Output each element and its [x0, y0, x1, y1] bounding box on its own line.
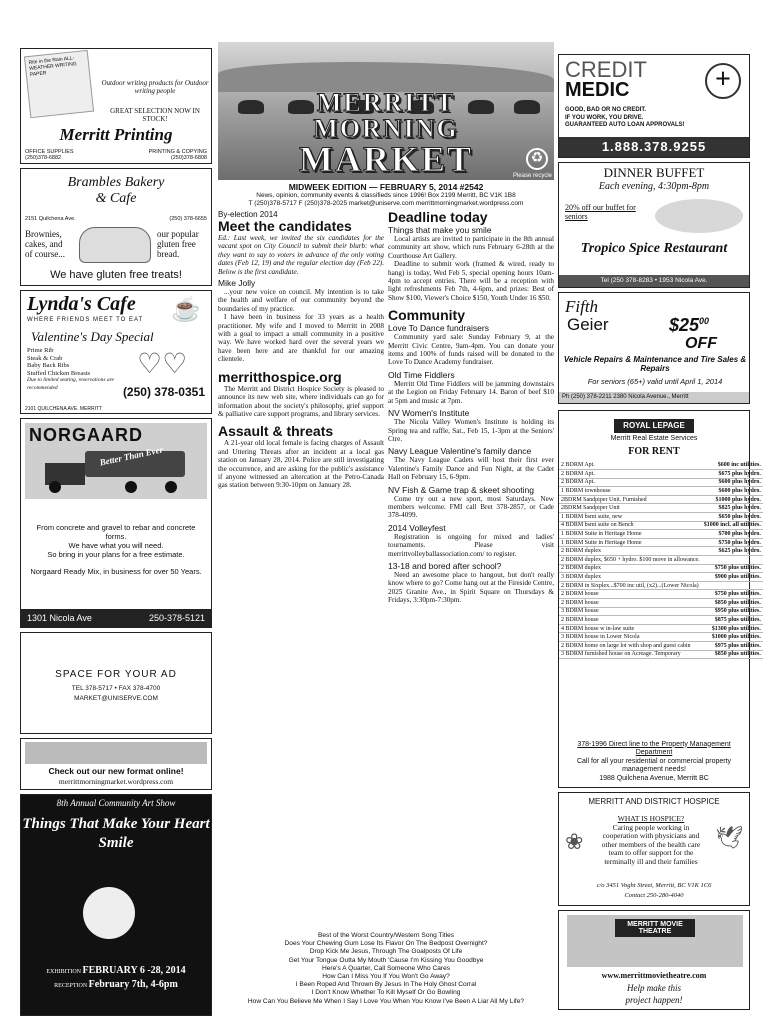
recycle-icon: ♻ — [526, 148, 548, 170]
new-format-ad[interactable] — [20, 738, 212, 790]
new-format-url[interactable]: merrittmorningmarket.wordpress.com — [58, 777, 174, 786]
dove-icon: 🕊 — [715, 825, 743, 850]
rental-row — [559, 650, 763, 659]
tropico-buffet-ad[interactable] — [558, 162, 750, 288]
navy-head: Navy League Valentine's family dance — [388, 446, 532, 457]
center-left-subcolumn — [218, 210, 384, 922]
credit-sub: GOOD, BAD OR NO CREDIT. — [565, 107, 647, 113]
rental-row — [559, 641, 763, 650]
center-right-subcolumn — [388, 210, 554, 922]
pepper-image — [655, 199, 743, 233]
theatre-image — [567, 915, 743, 967]
special-item: Steak & Crab — [27, 354, 63, 362]
song-title: I Don't Know Whether To Kill Myself Or Go Bowling — [311, 989, 461, 997]
masthead — [218, 42, 554, 180]
exhibition-label: EXHIBITION — [46, 969, 81, 975]
flower-icon: ❀ — [565, 829, 584, 854]
tropico-name: Tropico Spice Restaurant — [580, 241, 728, 256]
theatre-line2: project happen! — [625, 995, 683, 1005]
hearts-icon: ♡♡ — [137, 349, 188, 380]
rental-row — [559, 513, 763, 522]
rental-price: $625 plus hydro. — [702, 547, 763, 556]
rental-unit: 2BDRM Sandpiper Unit — [559, 504, 702, 513]
navy-para: The Navy League Cadets will host their first ever Valentine's Family Dance and Fun Night, at the Cadet Hall on February 15, 6-9pm. — [388, 456, 554, 482]
rental-unit: 1 BDRM Suite in Heritage Home — [559, 530, 702, 539]
fish-para: Come try out a new sport, most Saturdays. New members welcome. FMI call Bret 378-2857, or Cade 378-4099. — [388, 494, 554, 520]
rental-unit: 2 BDRM duplex — [559, 547, 702, 556]
song-titles-heading: Best of the Worst Country/Western Song Titles — [317, 932, 455, 939]
rental-row — [559, 590, 763, 599]
rental-unit: 3 BDRM furnished house on Acreage. Temporary — [559, 650, 702, 659]
geier-footer: Ph (250) 378-2211 2380 Nicola Avenue., Merritt — [559, 392, 749, 403]
norgaard-line2: We have what you will need. — [68, 541, 164, 550]
assault-para: A 21-year old local female is facing charges of Assault and Uttering Threats after an incident at a local gas station on January 28, 2014. Police are still investigating the occurrence, and are asking for the public's assistance if anyone witnessed an altercation at the Petro-Canada gas station between 9:30-10pm on January 28. — [218, 439, 384, 490]
lyndas-slogan: WHERE FRIENDS MEET TO EAT — [27, 317, 144, 323]
rental-price: $750 plus hydro. — [702, 538, 763, 547]
rental-price — [702, 556, 763, 565]
rental-unit: 3 BDRM house in Lower Nicola — [559, 633, 702, 642]
community-kicker: Love To Dance fundraisers — [388, 323, 489, 334]
rental-row — [559, 478, 763, 487]
song-titles-box — [218, 932, 554, 1006]
deadline-kicker: Things that make you smile — [388, 225, 492, 235]
candidates-lead: Ed.: Last week, we invited the six candidates for the vacant spot on City Council to submit their blurb: what they want to say to voters in advance of the only voting dates (Feb 12, 19) and the regular election day (Feb 22). Below is the first candidate. — [218, 234, 384, 276]
candidates-para: ...your new voice on council. My intention is to take the health and welfare of our community beyond the boundaries of my practice. — [218, 288, 384, 313]
nv-para: The Nicola Valley Women's Institute is holding its Spring tea and raffle, Sat., Feb 15, 1-3pm at the Seniors' Ctre. — [388, 418, 554, 443]
brambles-left-text: Brownies, cakes, and of course... — [25, 229, 65, 259]
center-column — [218, 42, 554, 1016]
geier-price: $25 — [669, 315, 700, 335]
rental-price: $675 plus hydro. — [702, 470, 763, 479]
geier-fifth: Fifth — [565, 297, 599, 316]
nv-head: NV Women's Institute — [388, 408, 470, 419]
rental-price: $875 plus utilities. — [702, 616, 763, 625]
rental-price: $600 plus hydro. — [702, 487, 763, 496]
geier-name: Geier — [567, 315, 609, 334]
reservations-note: Due to limited seating, reservations are recommended — [27, 377, 114, 391]
space-for-ad[interactable] — [20, 632, 212, 734]
hospice-ad[interactable] — [558, 792, 750, 906]
left-ad-column — [20, 42, 212, 1016]
buffet-offer: 20% off our buffet for seniors — [565, 203, 636, 221]
candidates-para: I have been in business for 33 years as a health practitioner. My wife and I moved to Merritt in 2008 with a goal to impact a small community in a positive way. We have worked hard over the several years we have been here and are thankful for our amazing clientele. — [218, 313, 384, 364]
song-title: Get Your Tongue Outta My Mouth 'Cause I'm Kissing You Goodbye — [288, 956, 484, 964]
theatre-url[interactable]: www.merrittmovietheatre.com — [601, 971, 707, 980]
norgaard-name: NORGAARD — [29, 425, 143, 445]
rental-row — [559, 607, 763, 616]
rental-row — [559, 470, 763, 479]
hospice-title: MERRITT AND DISTRICT HOSPICE — [588, 797, 720, 806]
candidates-byline: Mike Jolly — [218, 278, 256, 289]
art-show-header: 8th Annual Community Art Show — [56, 798, 176, 808]
fiddlers-head: Old Time Fiddlers — [388, 369, 455, 380]
reception-time: February 7th, 4-6pm — [88, 979, 178, 990]
hospice-contact: Contact 250-280-4040 — [624, 892, 684, 899]
teens-para: Need an awesome place to hangout, but don't really know where to go? Come hang out at the Fireside Centre, 2025 Granite Ave., in Spirit Square on Thursdays & Fridays, 3:30pm-7:30pm. — [388, 570, 554, 605]
space-title: SPACE FOR YOUR AD — [55, 669, 177, 680]
theatre-line1: Help make this — [627, 983, 681, 993]
fiddlers-para: Merritt Old Time Fiddlers will be jamming downstairs at the Legion on Friday February 14. Baron of beef $10 at 5pm and music at 7pm. — [388, 379, 554, 405]
valentines-special: Valentine's Day Special — [31, 329, 154, 344]
special-item: Baby Back Ribs — [27, 362, 70, 369]
rental-price: $600 plus hydro. — [702, 478, 763, 487]
norgaard-phone: 250-378-5121 — [148, 613, 205, 623]
rental-unit: 2 BDRM house — [559, 599, 702, 608]
masthead-tagline: News, opinion, community events & classifieds since 1996! Box 2199 Merritt, BC V1K 1B8 — [256, 192, 516, 199]
rental-row — [559, 556, 763, 565]
buffet-time: Each evening, 4:30pm-8pm — [598, 181, 710, 192]
rental-unit: 2 BDRM in Sixplex...$700 inc util, (x2)...(Lower Nicola) — [559, 581, 702, 590]
rental-row — [559, 530, 763, 539]
medical-cross-icon: + — [705, 63, 741, 99]
rental-row — [559, 581, 763, 590]
space-tel: TEL 378-5717 • FAX 378-4700 — [71, 685, 161, 692]
art-show-ad[interactable] — [20, 794, 212, 1016]
rental-row — [559, 487, 763, 496]
please-recycle-label: Please recycle — [512, 173, 552, 179]
printing-note: GREAT SELECTION NOW IN STOCK! — [110, 107, 200, 123]
rental-row — [559, 504, 763, 513]
rental-row — [559, 599, 763, 608]
rental-price: $1000 plus hydro. — [702, 495, 763, 504]
norgaard-line4: Norgaard Ready Mix, in business for over 50 Years. — [30, 567, 202, 576]
realty-direct-line: 378-1996 Direct line to the Property Management Department — [577, 740, 731, 756]
rental-unit: 2 BDRM house — [559, 590, 702, 599]
hospice-address: c/o 3451 Voght Street, Merritt, BC V1K 1C6 — [596, 882, 712, 889]
special-item: Prime Rib — [27, 347, 54, 354]
song-title: I Been Roped And Thrown By Jesus In The Holy Ghost Corral — [295, 981, 477, 989]
rental-price: $850 plus utilities. — [702, 650, 763, 659]
rental-row — [559, 461, 763, 470]
rental-table — [559, 461, 763, 659]
community-para: Community yard sale: Sunday February 9, at the Merritt Civic Centre, 9am-4pm. You can donate your items and 100% of funds raised will be donated to the Love To Dance Academy fundraiser. — [388, 333, 554, 367]
assault-headline: Assault & threats — [218, 423, 334, 440]
printing-phone: (250)378-6808 — [170, 155, 207, 161]
rental-unit: 2 BDRM home on large lot with shop and guest cabin — [559, 641, 702, 650]
lyndas-address: 2101 QUILCHENA AVE. MERRITT — [25, 406, 103, 412]
credit-word: CREDIT — [565, 57, 647, 82]
printing-name: Merritt Printing — [59, 125, 173, 144]
fifth-geier-ad[interactable] — [558, 292, 750, 404]
special-items — [27, 347, 117, 392]
rental-row — [559, 616, 763, 625]
rental-price: $700 plus hydro. — [702, 530, 763, 539]
space-email: MARKET@UNISERVE.COM — [74, 695, 158, 702]
lyndas-cafe-ad[interactable] — [20, 290, 212, 414]
exhibition-dates: FEBRUARY 6 -28, 2014 — [82, 965, 186, 976]
rental-price: $900 plus utilities. — [702, 573, 763, 582]
rental-unit: 3 BDRM house — [559, 607, 702, 616]
rental-price: $650 plus hydro. — [702, 513, 763, 522]
lyndas-phone: (250) 378-0351 — [122, 385, 205, 399]
rental-row — [559, 624, 763, 633]
buffet-title: DINNER BUFFET — [603, 165, 705, 180]
coffee-cup-icon: ☕ — [171, 297, 201, 323]
rental-row — [559, 573, 763, 582]
right-ad-column — [558, 42, 761, 1016]
masthead-title-3: MARKET — [299, 139, 473, 179]
community-headline: Community — [388, 307, 465, 324]
rental-unit: 4 BDRM bsmt suite on Bench — [559, 521, 702, 530]
royal-lepage-ad[interactable] — [558, 410, 761, 788]
tropico-contact: Tel (250 378-8283 • 1953 Nicola Ave. — [559, 275, 749, 287]
rental-unit: 2 BDRM duplex — [559, 564, 702, 573]
teens-head: 13-18 and bored after school? — [388, 560, 502, 571]
rental-price: $600 inc utilities. — [702, 461, 763, 470]
hospice-headline: merritthospice.org — [218, 368, 342, 385]
geier-cents: 00 — [699, 316, 710, 326]
rental-unit: 2BDRM Sandpiper Unit. Furnished — [559, 495, 702, 504]
rental-price: $950 plus utilities. — [702, 607, 763, 616]
rental-unit: 2 BDRM house — [559, 616, 702, 625]
candidates-headline: Meet the candidates — [218, 218, 352, 234]
hospice-para: The Merritt and District Hospice Society is pleased to announce its new web site, where individuals can go for information about the society's philosophy, grief support & palliative care support programs, and library services. — [218, 384, 384, 418]
realty-pitch: Call for all your residential or commercial property management needs! — [576, 757, 732, 773]
credit-sub: GUARANTEED AUTO LOAN APPROVALS! — [565, 122, 685, 128]
office-supplies-label: OFFICE SUPPLIES — [25, 149, 74, 155]
notebook-image — [24, 50, 94, 118]
rental-unit: 1 BDRM Suite in Heritage Home — [559, 538, 702, 547]
masthead-contact: T (250)378-5717 F (250)378-2025 market@uniserve.com merrittmorningmarket.wordpress.com — [248, 200, 524, 207]
song-title: Does Your Chewing Gum Lose Its Flavor On The Bedpost Overnight? — [284, 940, 488, 948]
candidates-kicker: By-election 2014 — [218, 210, 278, 219]
rental-row — [559, 633, 763, 642]
office-phone: (250)378-6882 — [25, 155, 62, 161]
new-format-text: Check out our new format online! — [48, 766, 184, 776]
brambles-address: 2151 Quilchena Ave. — [25, 216, 76, 222]
credit-sub: IF YOU WORK, YOU DRIVE. — [565, 114, 644, 121]
notebook-label: Rite in the Rain ALL-WEATHER WRITING PAPER — [28, 55, 78, 78]
fish-head: NV Fish & Game trap & skeet shooting — [388, 484, 534, 495]
brambles-bakery-ad[interactable] — [20, 168, 212, 286]
realty-office: Merritt Real Estate Services — [610, 435, 698, 442]
volley-para: Registration is ongoing for mixed and ladies' tournaments. Please visit merrittvolleyballassociation.com/ to register. — [388, 532, 554, 558]
brambles-phone: (250) 378-6655 — [169, 216, 207, 222]
rental-unit: 2 BDRM Apt. — [559, 461, 702, 470]
hospice-description: Caring people working in cooperation with physicians and other members of the health care team to offer support for the terminally ill and their families — [601, 822, 701, 866]
rental-row — [559, 564, 763, 573]
song-title: How Can You Believe Me When I Say I Love You When You Know I've Been A Liar All My Life? — [247, 997, 525, 1005]
rental-unit: 3 BDRM duplex — [559, 573, 702, 582]
norgaard-line3: So bring in your plans for a free estimate. — [47, 550, 185, 559]
theatre-sign: MERRITT MOVIE THEATRE — [615, 919, 695, 937]
truck-slogan: Better Than Ever — [98, 444, 164, 468]
rental-row — [559, 547, 763, 556]
brambles-name: Brambles Bakery & Cafe — [67, 175, 165, 206]
volley-head: 2014 Volleyfest — [388, 522, 446, 533]
norgaard-address: 1301 Nicola Ave — [27, 613, 92, 623]
credit-medic-ad[interactable] — [558, 54, 750, 158]
royal-lepage-logo: ROYAL LEPAGE — [614, 419, 694, 433]
edition-line: MIDWEEK EDITION — FEBRUARY 5, 2014 #2542 — [288, 182, 484, 192]
rental-price: $1000 incl. all utilities. — [703, 522, 761, 529]
geier-service: Vehicle Repairs & Maintenance and Tire Sales & Repairs — [563, 355, 747, 373]
rental-price: $975 plus utilities. — [702, 641, 763, 650]
geier-off: OFF — [685, 335, 717, 352]
song-title: Here's A Quarter, Call Someone Who Cares — [321, 964, 451, 972]
deadline-headline: Deadline today — [388, 209, 488, 225]
rental-price: $750 plus utilities. — [702, 590, 763, 599]
medic-word: MEDIC — [565, 79, 630, 101]
rental-row — [559, 495, 763, 504]
credit-phone[interactable]: 1.888.378.9255 — [559, 137, 749, 157]
rental-price: $1000 plus utilities. — [702, 633, 763, 642]
website-thumbnail — [25, 742, 207, 764]
brambles-right-text: our popular gluten free bread. — [157, 229, 199, 259]
rental-price: $850 plus utilities. — [702, 599, 763, 608]
rental-price: $750 plus utilities. — [702, 564, 763, 573]
deadline-para: Deadline to submit work (framed & wired, ready to hang) is today, Wed Feb 5, special opening hours 10am-4pm to accept entries. There will be a reception with light refreshments Feb 7th, 4-6pm, and prizes: Best of Show $100, Viewer's Choice $150, Youth Under 16 $50. — [388, 260, 554, 302]
lyndas-name: Lynda's Cafe — [27, 293, 136, 315]
rental-unit: 1 BDRM townhouse — [559, 487, 702, 496]
hospice-question: WHAT IS HOSPICE? — [617, 814, 685, 823]
art-show-title: Things That Make Your Heart Smile — [22, 816, 210, 851]
geier-seniors: For seniors (65+) valid until April 1, 2014 — [587, 377, 723, 386]
realty-address: 1988 Quilchena Avenue, Merritt BC — [599, 774, 709, 782]
masthead-title-2: MORNING — [313, 114, 459, 143]
deadline-para: Local artists are invited to participate in the 8th annual community art show, which runs February 6-28th at the Courthouse Art Gallery. — [388, 235, 554, 260]
movie-theatre-ad[interactable] — [558, 910, 750, 1010]
rental-unit: 1 BDRM bsmt suite, new — [559, 513, 702, 522]
masthead-title-1: MERRITT — [316, 88, 456, 117]
rental-price: $825 plus hydro. — [702, 504, 763, 513]
reception-label: RECEPTION — [54, 983, 88, 989]
for-rent-heading: FOR RENT — [628, 446, 680, 457]
bread-image — [79, 227, 151, 263]
printing-headline: Outdoor writing products for Outdoor writing people — [101, 79, 209, 95]
rental-unit: 2 BDRM Apt. — [559, 478, 702, 487]
special-item: Stuffed Chicken Breasts — [27, 369, 91, 377]
merritt-printing-ad[interactable] — [20, 48, 212, 164]
truck-image — [25, 423, 207, 499]
rental-price — [702, 581, 763, 590]
rental-unit: 4 BDRM house w in-law suite — [559, 624, 702, 633]
song-title: How Can I Miss You If You Won't Go Away? — [322, 973, 450, 981]
rental-unit: 2 BDRM duplex, $650 + hydro. $100 move in allowance. — [561, 556, 700, 563]
rental-price: $1300 plus utilities. — [702, 624, 763, 633]
rental-row — [559, 538, 763, 547]
norgaard-line1: From concrete and gravel to rebar and concrete forms. — [36, 523, 196, 541]
rental-row — [559, 521, 763, 530]
smiling-face-image — [83, 887, 135, 939]
norgaard-ad[interactable] — [20, 418, 212, 628]
printing-label: PRINTING & COPYING — [148, 149, 207, 155]
song-title: Drop Kick Me Jesus, Through The Goalposts Of Life — [309, 948, 463, 956]
brambles-tagline: We have gluten free treats! — [50, 269, 182, 281]
rental-unit: 2 BDRM Apt. — [559, 470, 702, 479]
